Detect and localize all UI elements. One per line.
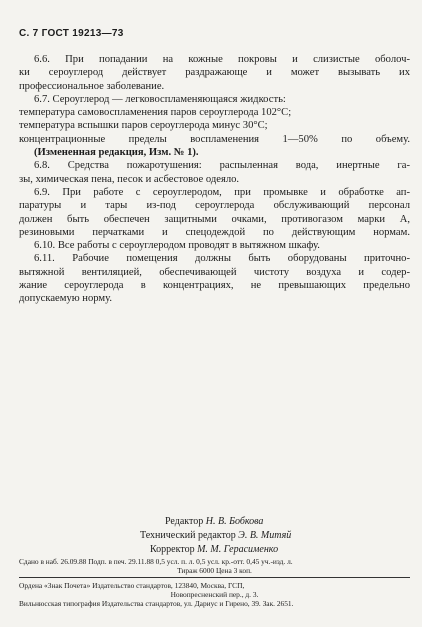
imprint-circulation: Тираж 6000 Цена 3 коп. — [177, 566, 252, 575]
text-line: ки сероуглерод действует раздражающе и может вызывать их — [19, 67, 410, 79]
credit-corrector — [150, 543, 422, 557]
text-line: температура самовоспламенения паров сероуглерода 102°C; — [19, 107, 292, 119]
text-line: концентрационные пределы воспламенения 1—50% по объему. — [19, 133, 410, 145]
imprint-printer: Вильнюсская типография Издательства стандартов, ул. Дариус и Гирено, 39. Зак. 2651. — [19, 599, 294, 608]
text-line: 6.7. Сероуглерод — легковоспламеняющаяся жидкость: — [34, 93, 286, 105]
text-line: резиновыми перчатками и спецодеждой по действующим нормам. — [19, 226, 410, 238]
document-body — [19, 53, 410, 306]
page-header: С. 7 ГОСТ 19213—73 — [19, 28, 124, 39]
credit-tech-editor — [140, 529, 422, 543]
imprint-publisher: Ордена «Знак Почета» Издательство стандартов, 123840, Москва, ГСП, — [19, 581, 245, 590]
text-line: жание сероуглерода в концентрациях, не превышающих предельно — [19, 280, 410, 292]
text-line: температура вспышки паров сероуглерода минус 30°C; — [19, 120, 268, 132]
text-line: 6.6. При попадании на кожные покровы и слизистые оболоч- — [34, 54, 410, 65]
imprint-block — [19, 557, 410, 608]
text-line: 6.11. Рабочие помещения должны быть оборудованы приточно- — [34, 253, 410, 265]
text-line: 6.9. При работе с сероуглеродом, при промывке и обработке ап- — [34, 186, 410, 198]
credit-name: Н. В. Бобкова — [205, 516, 264, 527]
credit-role: Корректор — [150, 544, 195, 555]
credit-role: Технический редактор — [140, 530, 236, 541]
imprint-publisher-address: Новопресненский пер., д. 3. — [170, 590, 259, 599]
credit-name: М. М. Герасименко — [197, 544, 279, 555]
credit-role: Редактор — [165, 516, 204, 527]
credit-name: Э. В. Митяй — [238, 530, 292, 541]
credit-editor — [165, 515, 422, 529]
text-line: зы, химическая пена, песок и асбестовое одеяло. — [19, 173, 240, 185]
text-line: допускаемую норму. — [19, 293, 112, 305]
text-line: (Измененная редакция, Изм. № 1). — [34, 147, 199, 159]
text-line: профессиональное заболевание. — [19, 80, 165, 92]
credits-block — [0, 515, 422, 557]
imprint-print-data: Сдано в наб. 26.09.88 Подп. в печ. 29.11.88 0,5 усл. п. л. 0,5 усл. кр.-отт. 0,45 уч.-изд. л. — [19, 557, 293, 566]
text-line: паратуры и тары из-под сероуглерода обслуживающий персонал — [19, 200, 410, 212]
text-line: 6.8. Средства пожаротушения: распыленная вода, инертные га- — [34, 160, 410, 172]
text-line: 6.10. Все работы с сероуглеродом проводят в вытяжном шкафу. — [34, 240, 320, 252]
imprint-divider — [19, 577, 410, 578]
text-line: вытяжной вентиляцией, обеспечивающей чистоту воздуха и содер- — [19, 266, 410, 278]
text-line: должен быть обеспечен защитными очками, противогазом марки А, — [19, 213, 410, 225]
